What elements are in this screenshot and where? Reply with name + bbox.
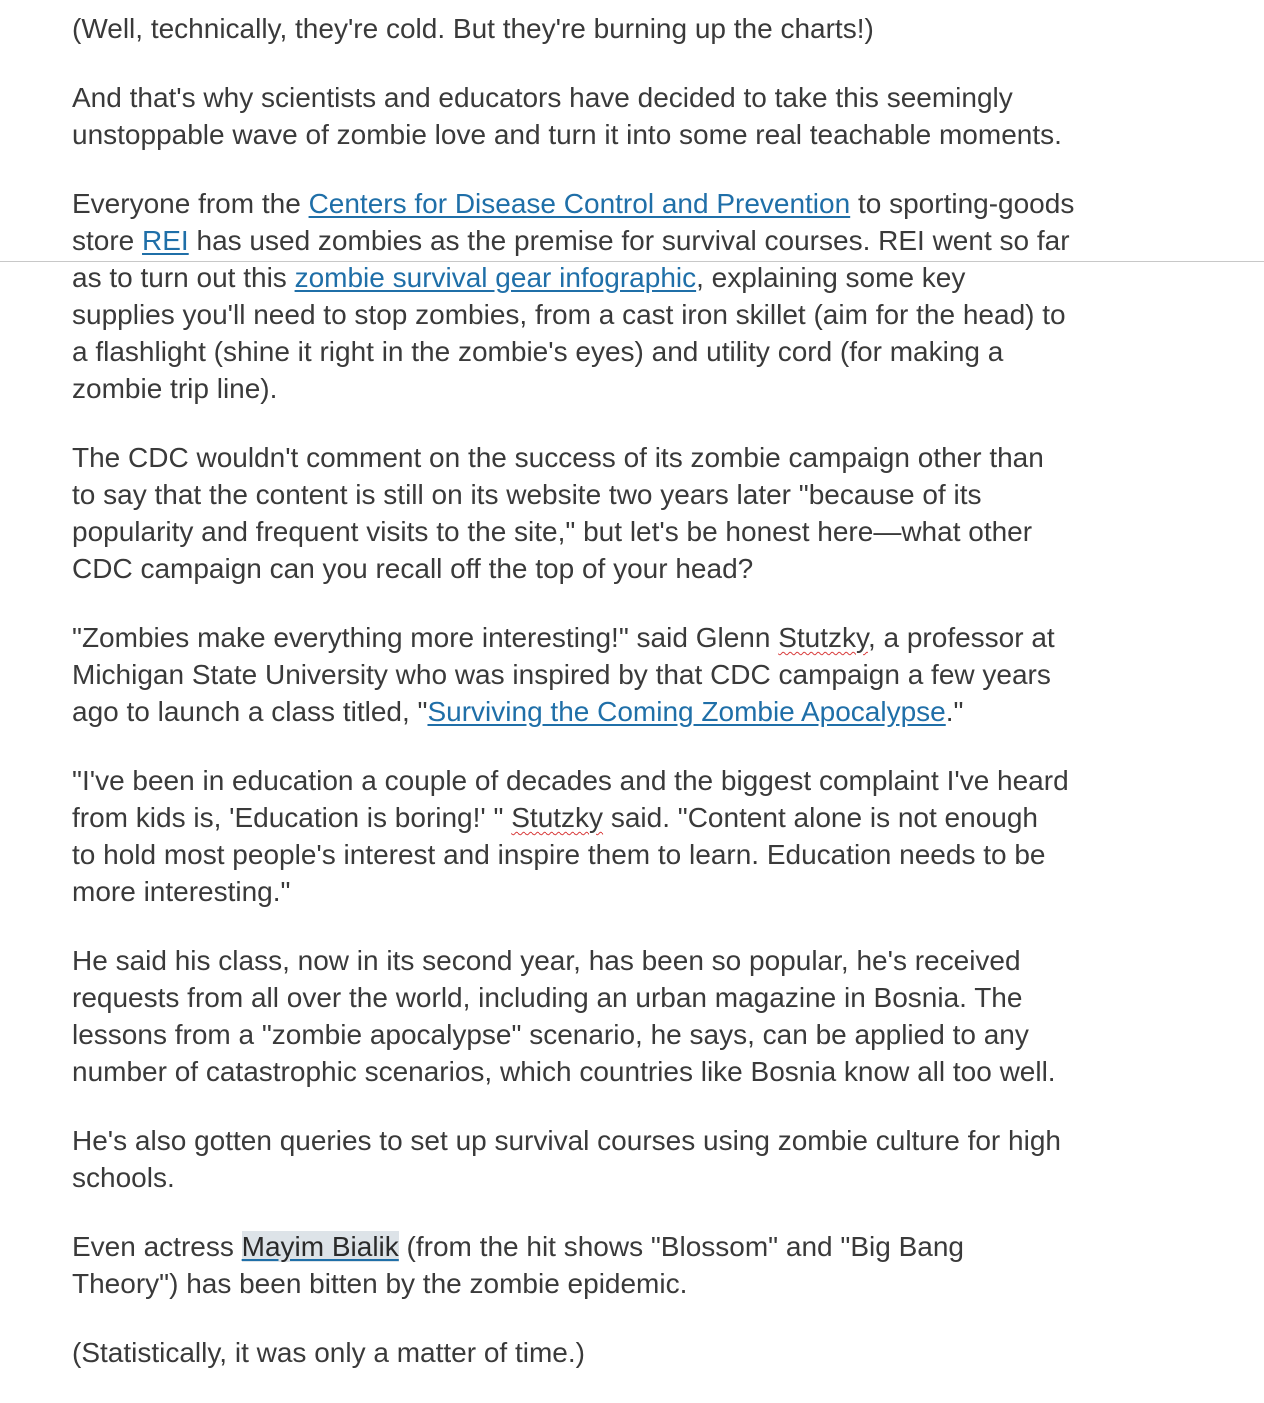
cdc-link[interactable]: Centers for Disease Control and Prevention — [308, 188, 851, 219]
paragraph-class-popularity: He said his class, now in its second year, has been so popular, he's received requests from all over the world, including an urban magazine in Bosnia. The lessons from a "zombie apocalypse" scenario, he says, can be applied to any number of catastrophic scenarios, which countries like Bosnia know all too well. — [72, 945, 1056, 1087]
paragraph-teachable-moments: And that's why scientists and educators have decided to take this seemingly unstoppable wave of zombie love and turn it into some real teachable moments. — [72, 82, 1062, 150]
rei-link[interactable]: REI — [142, 225, 189, 256]
infographic-link[interactable]: zombie survival gear infographic — [294, 262, 697, 293]
paragraph-education-boring: "I've been in education a couple of decades and the biggest complaint I've heard from kids is, 'Education is boring!' " Stutzky said. "Content alone is not enough to hold most people's interest and inspire them to learn. Education needs to be more interesting." — [72, 765, 1069, 907]
paragraph-cdc-comment: The CDC wouldn't comment on the success of its zombie campaign other than to say that the content is still on its website two years later "because of its popularity and frequent visits to the site," but let's be honest here—what other CDC campaign can you recall off the top of your head? — [72, 442, 1044, 584]
paragraph-survival-courses: Everyone from the Centers for Disease Control and Prevention to sporting-goods store REI has used zombies as the premise for survival courses. REI went so far as to turn out this zombie survival gear infographic, explaining some key supplies you'll need to stop zombies, from a cast iron skillet (aim for the head) to a flashlight (shine it right in the zombie's eyes) and utility cord (for making a zombie trip line). — [72, 188, 1075, 404]
paragraph-text: (Well, technically, they're cold. But they're burning up the charts!) — [72, 13, 874, 44]
paragraph-cold-charts — [72, 10, 1212, 47]
paragraph-mayim-bialik: Even actress Mayim Bialik (from the hit shows "Blossom" and "Big Bang Theory") has been bitten by the zombie epidemic. — [72, 1231, 964, 1299]
misspelled-word[interactable]: Stutzky — [511, 802, 604, 833]
paragraph-statistically: (Statistically, it was only a matter of time.) — [72, 1337, 585, 1368]
misspelled-word[interactable]: Stutzky — [778, 622, 868, 653]
paragraph-stutzky-quote: "Zombies make everything more interesting!" said Glenn Stutzky, a professor at Michigan State University who was inspired by that CDC campaign a few years ago to launch a class titled, "Surviving the Coming Zombie Apocalypse." — [72, 622, 1055, 727]
paragraph-high-schools: He's also gotten queries to set up survival courses using zombie culture for high schools. — [72, 1125, 1061, 1193]
mayim-bialik-link[interactable]: Mayim Bialik — [241, 1231, 399, 1262]
article-body — [72, 10, 1212, 1403]
class-title-link[interactable]: Surviving the Coming Zombie Apocalypse — [427, 696, 946, 727]
